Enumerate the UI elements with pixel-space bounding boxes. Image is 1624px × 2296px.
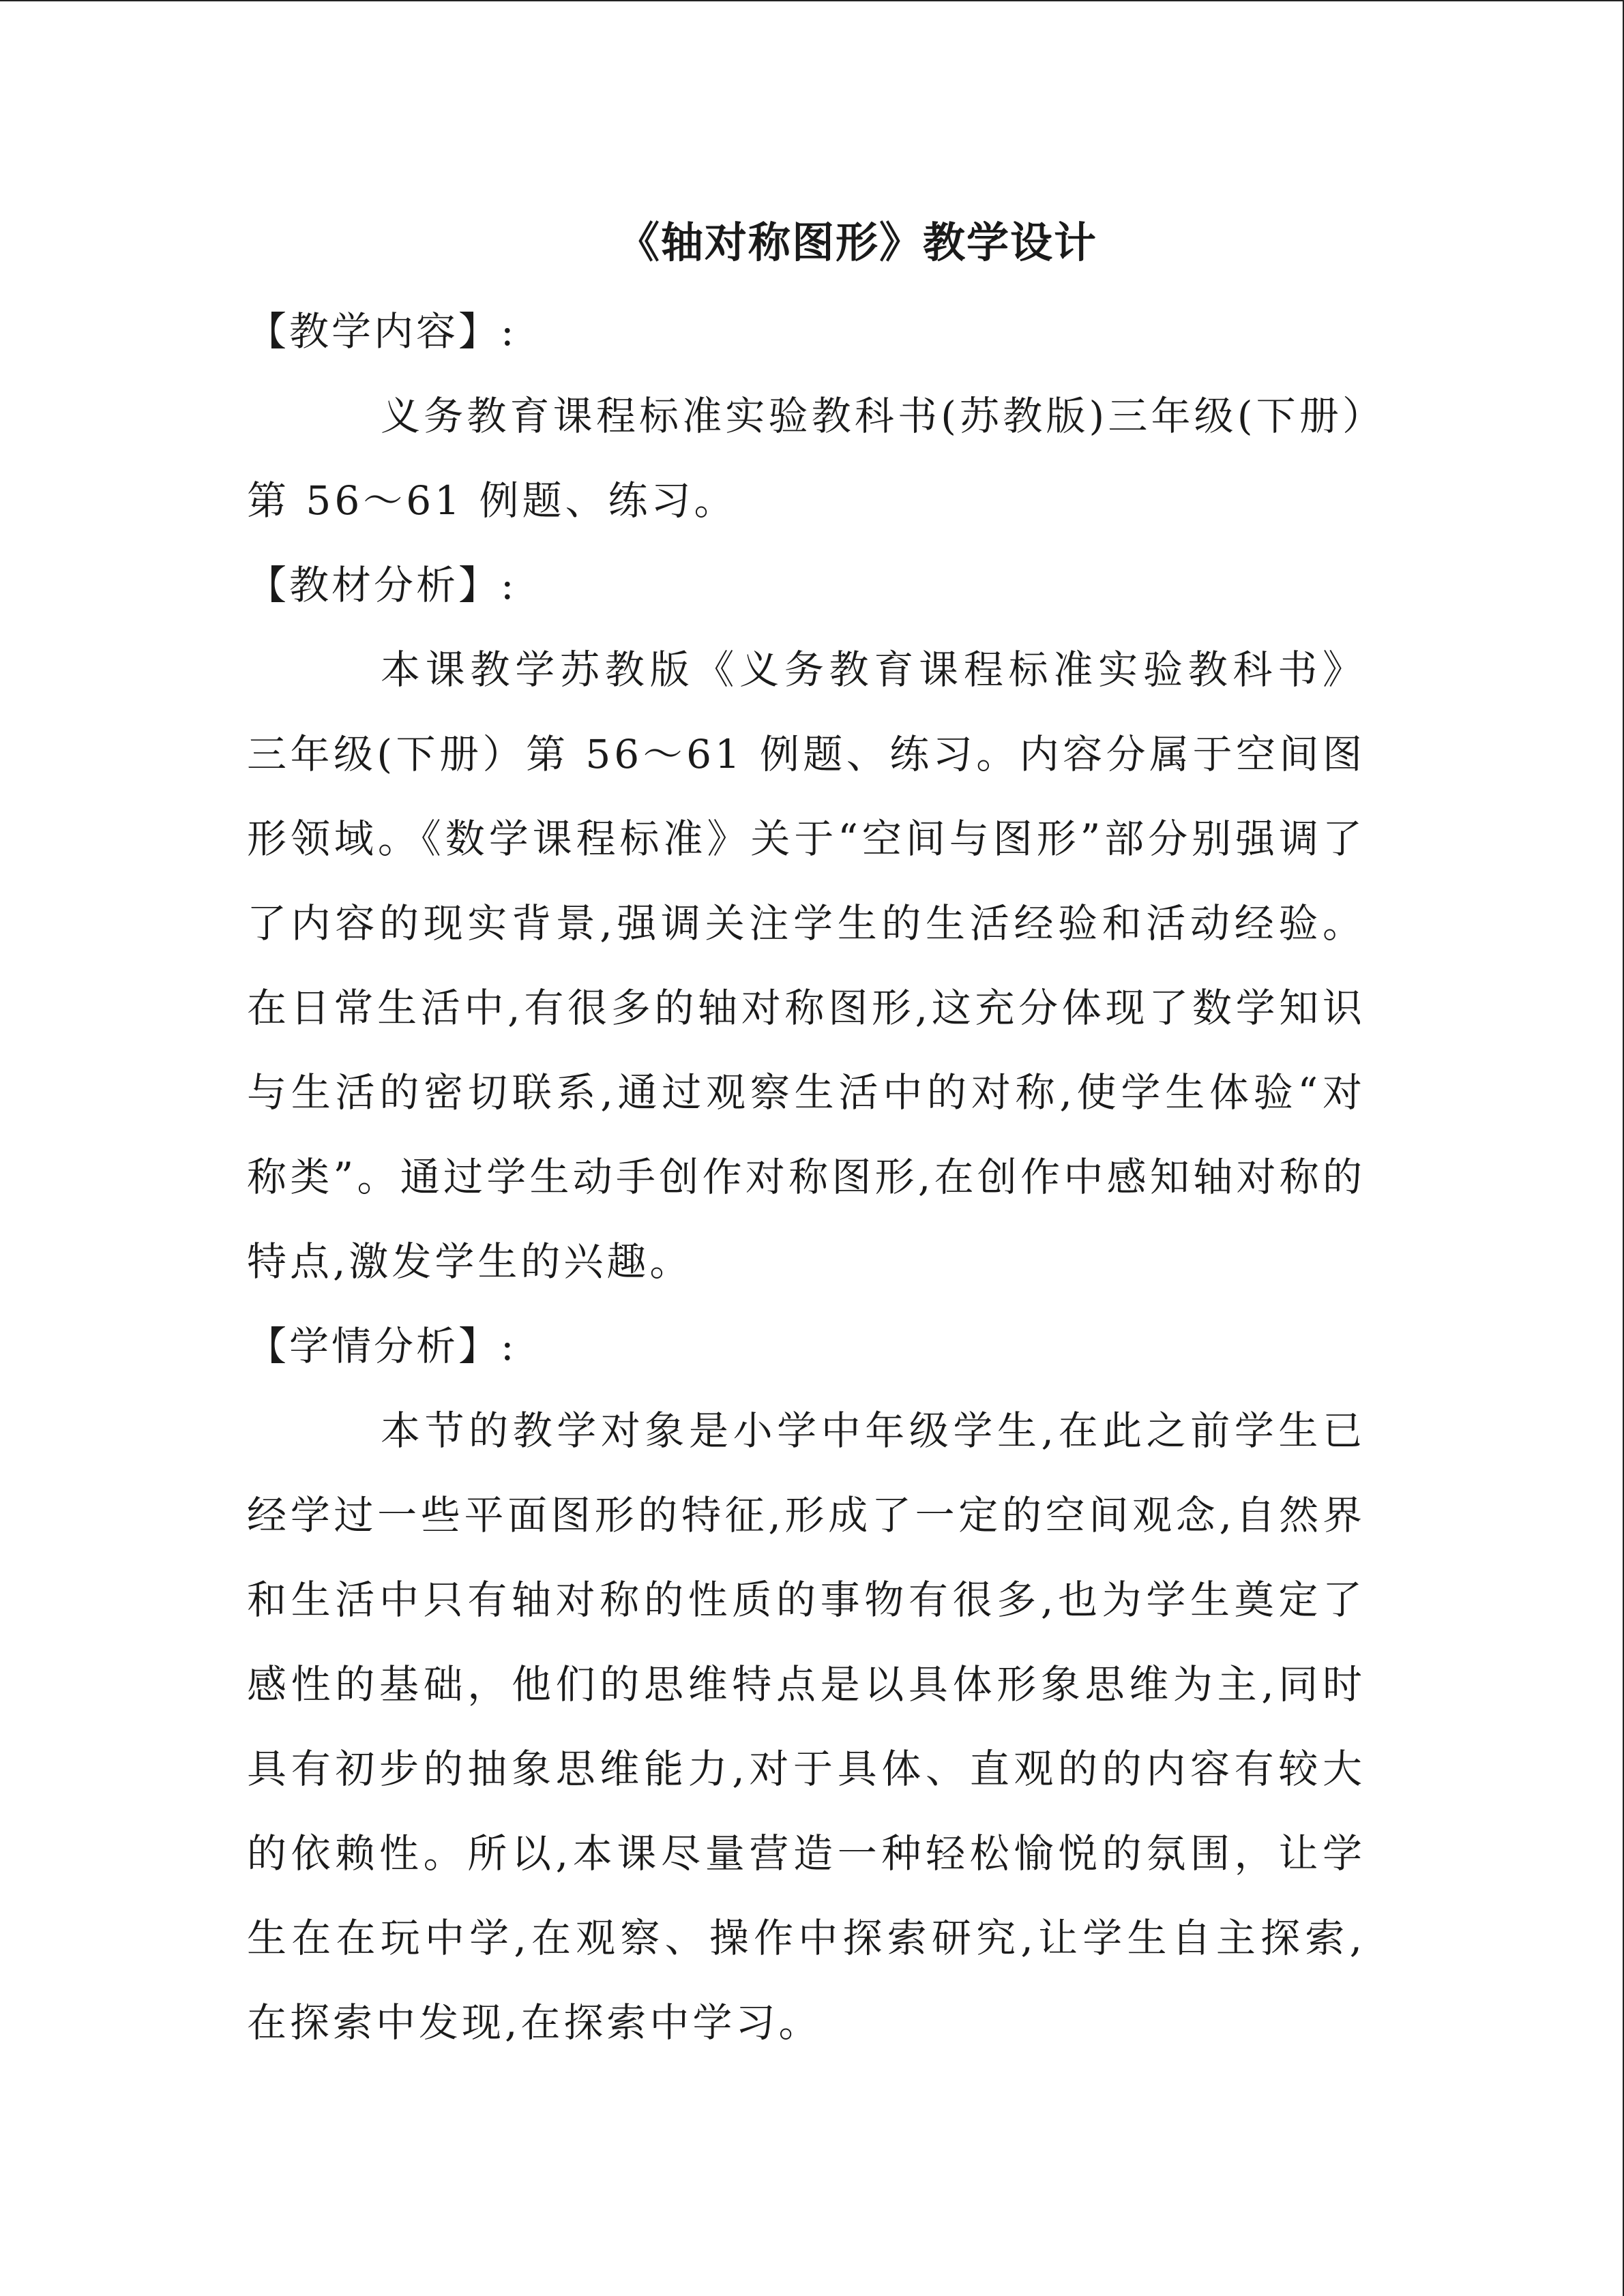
section-heading: 【教学内容】: xyxy=(247,308,517,355)
section-paragraph: 本节的教学对象是小学中年级学生,在此之前学生已经学过一些平面图形的特征,形成了一定的空间观念,自然界和生活中只有轴对称的性质的事物有很多,也为学生奠定了感性的基础，他们的思维特点是以具体形象思维为主,同时具有初步的抽象思维能力,对于具体、直观的的内容有较大的依赖性。所以,本课尽量营造一种轻松愉悦的氛围，让学生在在玩中学,在观察、操作中探索研究,让学生自主探索,在探索中发现,在探索中学习。 xyxy=(247,1407,1365,2046)
section-teaching-content xyxy=(247,289,1365,543)
section-heading: 【教材分析】: xyxy=(247,562,517,608)
section-heading: 【学情分析】: xyxy=(247,1323,517,1369)
section-learner-analysis xyxy=(247,1304,1365,2065)
section-paragraph: 本课教学苏教版《义务教育课程标准实验教科书》三年级(下册）第 56～61 例题、练习。内容分属于空间图形领域。《数学课程标准》关于“空间与图形”部分别强调了了内容的现实背景,强调关注学生的生活经验和活动经验。在日常生活中,有很多的轴对称图形,这充分体现了数学知识与生活的密切联系,通过观察生活中的对称,使学生体验“对称类”。通过学生动手创作对称图形,在创作中感知轴对称的特点,激发学生的兴趣。 xyxy=(247,646,1365,1285)
document-body xyxy=(247,205,1365,2065)
section-textbook-analysis xyxy=(247,543,1365,1304)
section-paragraph: 义务教育课程标准实验教科书(苏教版)三年级(下册）第 56～61 例题、练习。 xyxy=(247,393,1365,524)
document-title: 《轴对称图形》教学设计 xyxy=(617,218,1097,267)
